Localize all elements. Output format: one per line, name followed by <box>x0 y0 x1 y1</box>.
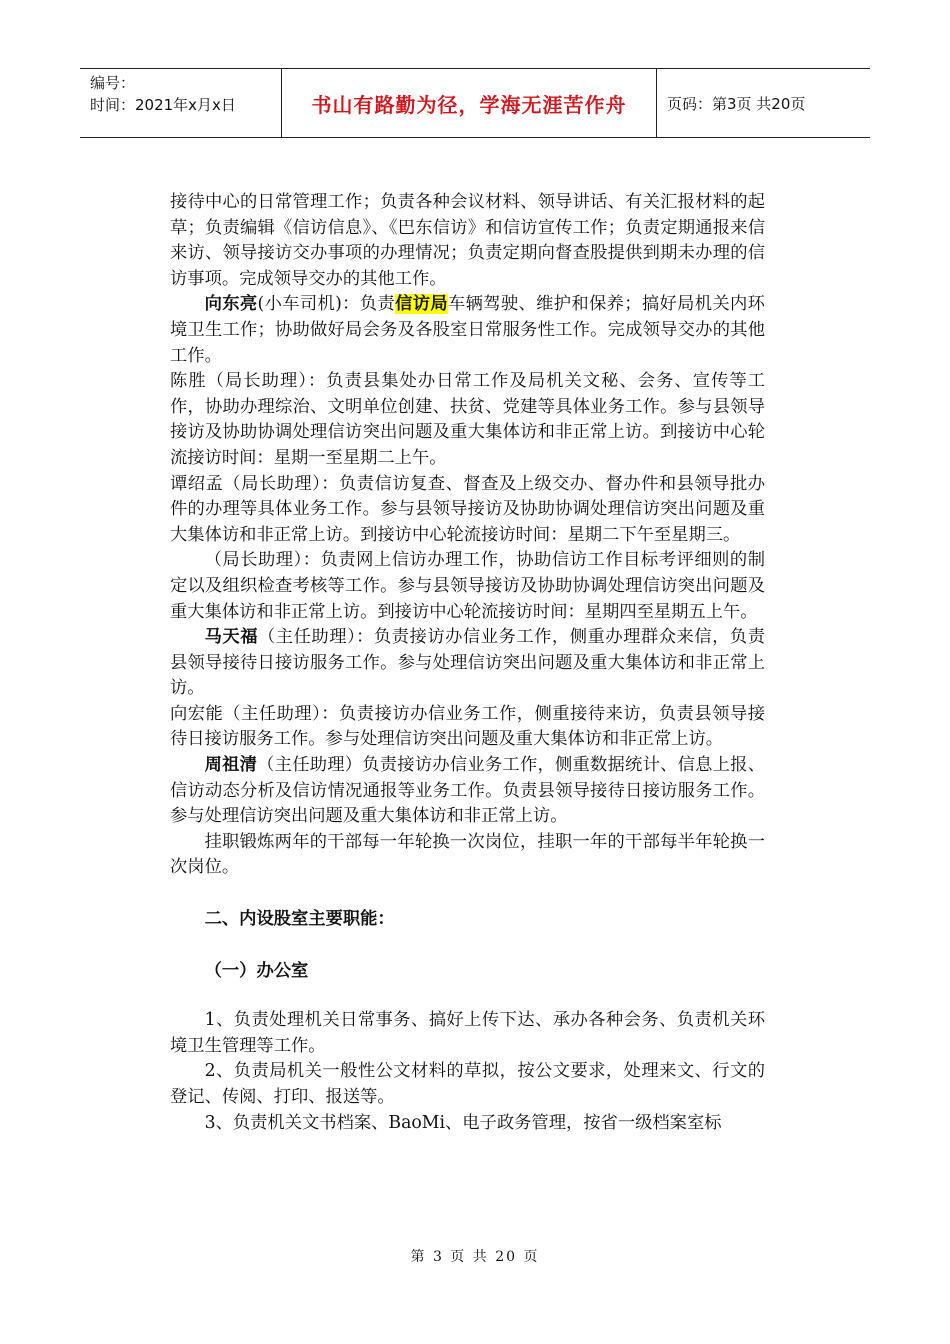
page-footer <box>0 1246 950 1266</box>
header-motto <box>282 69 657 137</box>
motto-text: 书山有路勤为径，学海无涯苦作舟 <box>311 92 627 117</box>
paragraph-4: 谭绍孟（局长助理）：负责信访复查、督查及上级交办、督办件和县领导批办件的办理等具体业务工作。参与县领导接访及协助协调处理信访突出问题及重大集体访和非正常上访。到接访中心轮流接访时间：星期二下午至星期三。 <box>170 473 765 545</box>
number-label: 编号： <box>90 74 136 92</box>
paragraph-5: （局长助理）：负责网上信访办理工作，协助信访工作目标考评细则的制定以及组织检查考核等工作。参与县领导接访及协助协调处理信访突出问题及重大集体访和非正常上访。到接访中心轮流接访时间：星期四至星期五上午。 <box>170 550 765 622</box>
highlighted-text: 信访局 <box>395 294 448 315</box>
header-page-info <box>657 69 870 137</box>
paragraph-9: 挂职锻炼两年的干部每一年轮换一次岗位，挂职一年的干部每半年轮换一次岗位。 <box>170 831 765 878</box>
section-heading: 二、内设股室主要职能： <box>204 909 395 930</box>
paragraph-2 <box>170 292 765 369</box>
document-body <box>170 190 765 1136</box>
paragraph-6-rest: （主任助理）：负责接访办信业务工作，侧重办理群众来信，负责县领导接待日接访服务工作。参与处理信访突出问题及重大集体访和非正常上访。 <box>170 627 765 699</box>
person-name: 向东亮 <box>204 294 258 315</box>
date-label: 时间：2021年x月x日 <box>90 96 236 114</box>
header-table <box>80 68 870 138</box>
paragraph-3: 陈胜（局长助理）：负责县集处办日常工作及局机关文秘、会务、宣传等工作，协助办理综治、文明单位创建、扶贫、党建等具体业务工作。参与县领导接访及协助协调处理信访突出问题及重大集体访和非正常上访。到接访中心轮流接访时间：星期一至星期二上午。 <box>170 371 765 468</box>
person-name: 周祖清 <box>204 755 258 776</box>
paragraph-8 <box>170 753 765 830</box>
list-item-1: 1、负责处理机关日常事务、搞好上传下达、承办各种会务、负责机关环境卫生管理等工作。 <box>170 1010 765 1056</box>
header-meta <box>80 69 282 137</box>
person-name: 马天福 <box>204 627 258 648</box>
list-item-2: 2、负责局机关一般性公文材料的草拟，按公文要求，处理来文、行文的登记、传阅、打印、报送等。 <box>170 1061 765 1107</box>
paragraph-6 <box>170 625 765 702</box>
list-item-3: 3、负责机关文书档案、BaoMi、电子政务管理，按省一级档案室标 <box>204 1112 722 1133</box>
page-info-text: 页码：第3页 共20页 <box>667 94 806 113</box>
paragraph-2-post: 车辆驾驶、维护和保养；搞好局机关内环境卫生工作；协助做好局会务及各股室日常服务性工作。完成领导交办的其他工作。 <box>170 294 765 366</box>
paragraph-2-pre: (小车司机)：负责 <box>257 294 396 315</box>
footer-page-number: 第 3 页 共 20 页 <box>410 1249 540 1265</box>
subsection-heading: （一）办公室 <box>204 960 309 981</box>
paragraph-1: 接待中心的日常管理工作；负责各种会议材料、领导讲话、有关汇报材料的起草；负责编辑《信访信息》、《巴东信访》和信访宣传工作；负责定期通报来信来访、领导接访交办事项的办理情况；负责定期向督查股提供到期未办理的信访事项。完成领导交办的其他工作。 <box>170 192 765 289</box>
paragraph-7: 向宏能（主任助理）：负责接访办信业务工作，侧重接待来访，负责县领导接待日接访服务工作。参与处理信访突出问题及重大集体访和非正常上访。 <box>170 703 765 750</box>
paragraph-8-rest: （主任助理）负责接访办信业务工作，侧重数据统计、信息上报、信访动态分析及信访情况通报等业务工作。负责县领导接待日接访服务工作。参与处理信访突出问题及重大集体访和非正常上访。 <box>170 755 765 827</box>
